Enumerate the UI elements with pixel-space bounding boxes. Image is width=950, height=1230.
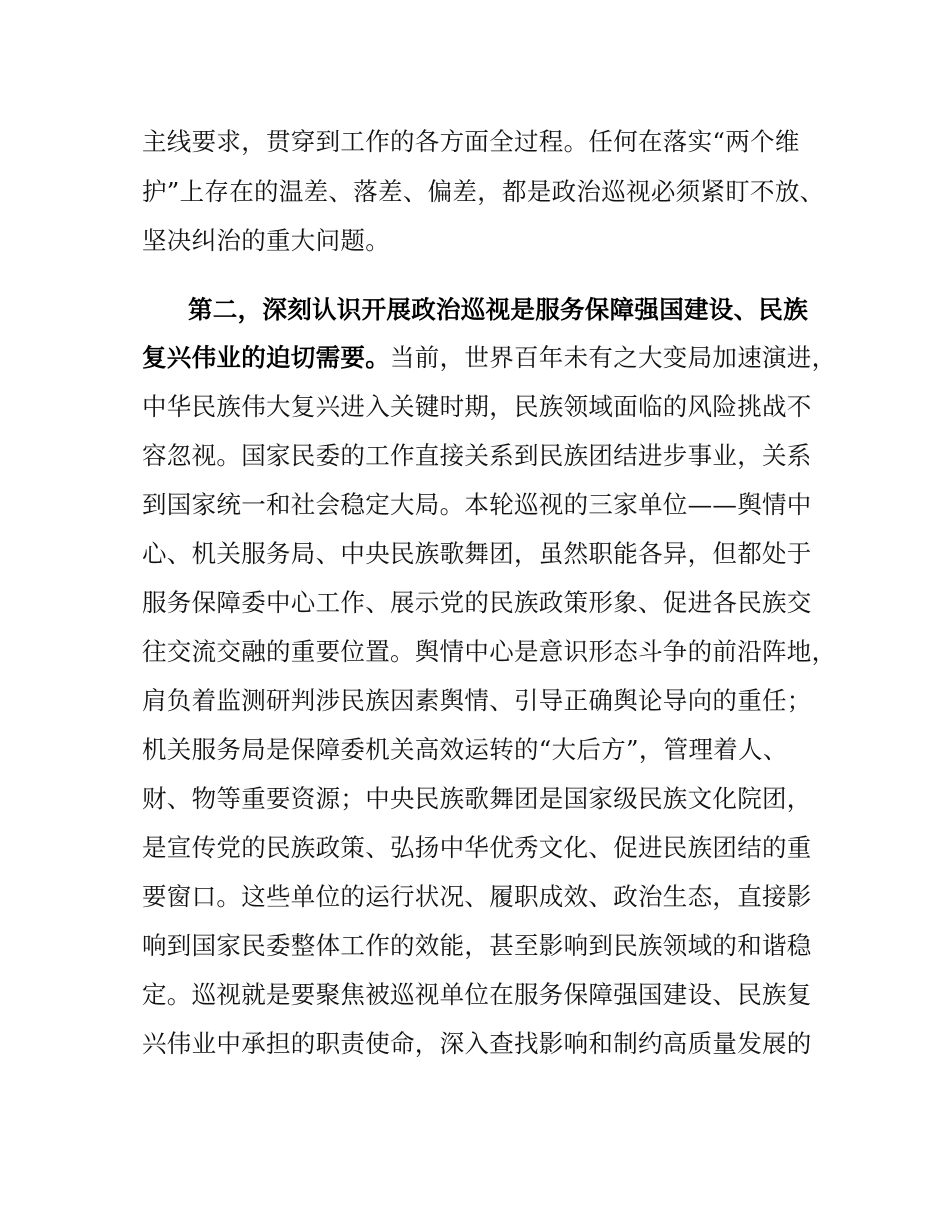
paragraph2-line-10: 机关服务局是保障委机关高效运转的“大后方”，管理着人、 [142, 735, 788, 764]
paragraph2-line-9: 肩负着监测研判涉民族因素舆情、引导正确舆论导向的重任； [142, 686, 812, 715]
paragraph2-line-3: 中华民族伟大复兴进入关键时期，民族领域面临的风险挑战不 [142, 392, 812, 421]
paragraph2-line-8: 往交流交融的重要位置。舆情中心是意识形态斗争的前沿阵地， [142, 637, 837, 666]
paragraph2-line-4: 容忽视。国家民委的工作直接关系到民族团结进步事业，关系 [142, 441, 812, 470]
paragraph2-line-14: 响到国家民委整体工作的效能，甚至影响到民族领域的和谐稳 [142, 931, 812, 960]
paragraph2-line-6: 心、机关服务局、中央民族歌舞团，虽然职能各异，但都处于 [142, 539, 812, 568]
paragraph2-line-2-text: 当前，世界百年未有之大变局加速演进， [390, 343, 837, 372]
paragraph1-line-3: 坚决纠治的重大问题。 [142, 226, 390, 255]
paragraph2-line-15: 定。巡视就是要聚焦被巡视单位在服务保障强国建设、民族复 [142, 980, 812, 1009]
paragraph1-line-1: 主线要求，贯穿到工作的各方面全过程。任何在落实“两个维 [142, 127, 800, 156]
paragraph2-heading-line-1: 第二，深刻认识开展政治巡视是服务保障强国建设、民族 [188, 295, 808, 324]
paragraph2-line-13: 要窗口。这些单位的运行状况、履职成效、政治生态，直接影 [142, 882, 812, 911]
paragraph2-line-12: 是宣传党的民族政策、弘扬中华优秀文化、促进民族团结的重 [142, 833, 812, 862]
paragraph1-line-2: 护”上存在的温差、落差、偏差，都是政治巡视必须紧盯不放、 [142, 177, 825, 206]
paragraph2-line-11: 财、物等重要资源；中央民族歌舞团是国家级民族文化院团， [142, 784, 812, 813]
paragraph2-line-16: 兴伟业中承担的职责使命，深入查找影响和制约高质量发展的 [142, 1029, 812, 1058]
paragraph2-line-2 [142, 343, 836, 373]
paragraph2-heading-line-2: 复兴伟业的迫切需要。 [142, 343, 390, 372]
paragraph2-line-7: 服务保障委中心工作、展示党的民族政策形象、促进各民族交 [142, 588, 812, 617]
paragraph2-line-5: 到国家统一和社会稳定大局。本轮巡视的三家单位——舆情中 [142, 490, 812, 519]
